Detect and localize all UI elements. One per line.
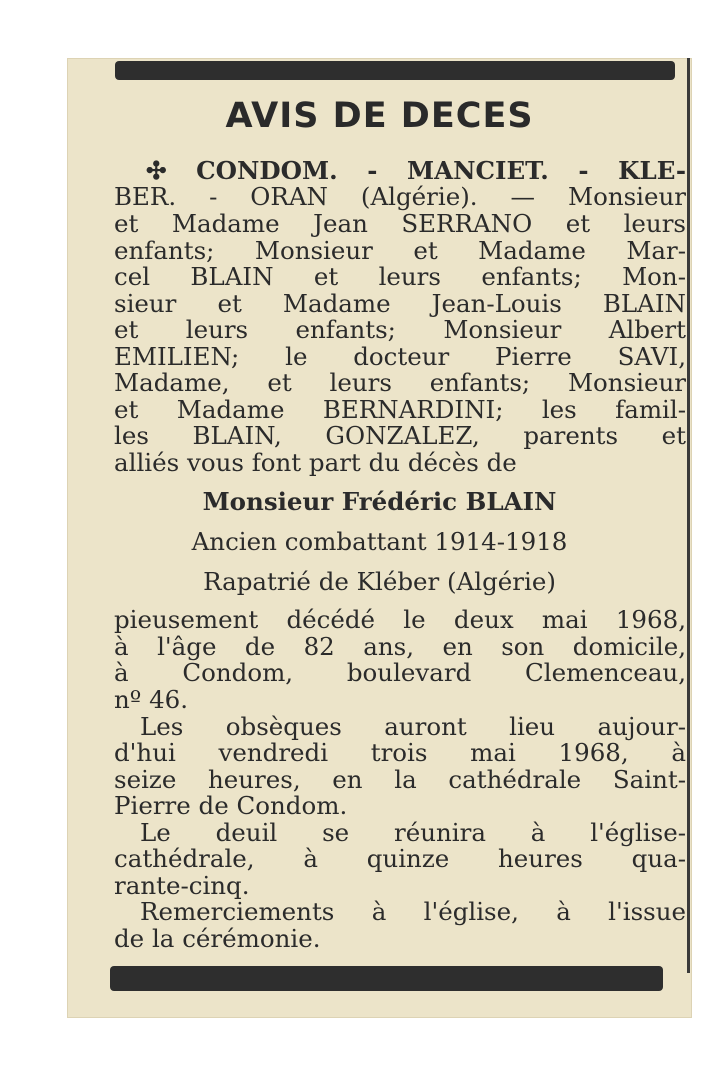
notice-title: AVIS DE DECES xyxy=(225,96,534,136)
body-line: à l'âge de 82 ans, en son domicile, xyxy=(114,632,686,661)
notice-line: et Madame BERNARDINI; les famil- xyxy=(114,395,686,424)
body-line: à Condom, boulevard Clemenceau, xyxy=(114,658,686,687)
notice-line: enfants; Monsieur et Madame Mar- xyxy=(114,236,686,265)
notice-line: cel BLAIN et leurs enfants; Mon- xyxy=(114,262,686,291)
body-line: rante-cinq. xyxy=(114,871,250,900)
notice-line: EMILIEN; le docteur Pierre SAVI, xyxy=(114,342,686,371)
body-line: seize heures, en la cathédrale Saint- xyxy=(114,765,686,794)
column-rule xyxy=(687,58,690,973)
body-line: nº 46. xyxy=(114,685,189,714)
bottom-rule-bar xyxy=(110,966,663,991)
subtitle-veteran: Ancien combattant 1914-1918 xyxy=(191,527,568,556)
notice-line: les BLAIN, GONZALEZ, parents et xyxy=(114,421,686,450)
notice-line: ✣ CONDOM. - MANCIET. - KLE- xyxy=(146,156,686,185)
notice-line: Madame, et leurs enfants; Monsieur xyxy=(114,368,686,397)
body-line: de la cérémonie. xyxy=(114,924,321,953)
body-line: Les obsèques auront lieu aujour- xyxy=(140,712,686,741)
body-line: Remerciements à l'église, à l'issue xyxy=(140,897,686,926)
notice-line: et Madame Jean SERRANO et leurs xyxy=(114,209,686,238)
notice-line: alliés vous font part du décès de xyxy=(114,448,517,477)
notice-line: et leurs enfants; Monsieur Albert xyxy=(114,315,686,344)
notice-line: BER. - ORAN (Algérie). — Monsieur xyxy=(114,182,686,211)
body-line: pieusement décédé le deux mai 1968, xyxy=(114,605,686,634)
deceased-name: Monsieur Frédéric BLAIN xyxy=(202,487,557,516)
body-line: Pierre de Condom. xyxy=(114,791,348,820)
body-line: Le deuil se réunira à l'église- xyxy=(140,818,686,847)
notice-line: sieur et Madame Jean-Louis BLAIN xyxy=(114,289,686,318)
body-line: cathédrale, à quinze heures qua- xyxy=(114,844,686,873)
body-line: d'hui vendredi trois mai 1968, à xyxy=(114,738,686,767)
subtitle-repatriated: Rapatrié de Kléber (Algérie) xyxy=(203,567,556,596)
top-rule-bar xyxy=(115,61,675,80)
